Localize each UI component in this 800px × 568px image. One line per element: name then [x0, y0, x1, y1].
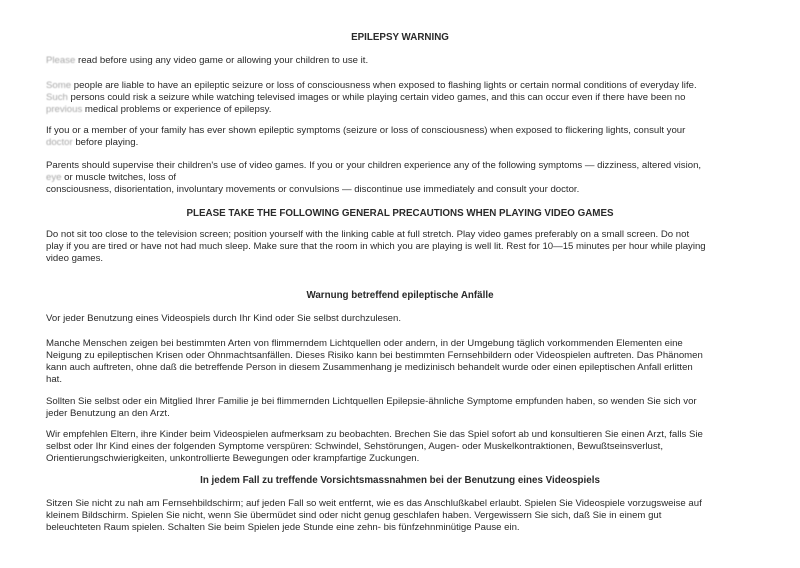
line: Parents should supervise their children's use of video games. If you or your children experience any of the following symptoms — dizziness, altered vision, [46, 160, 702, 171]
line: consciousness, disorientation, involuntary movements or convulsions — discontinue use immediately and consult your doctor. [46, 184, 580, 195]
line [46, 104, 760, 116]
text-span: people are liable to have an epileptic seizure or loss of consciousness when exposed to flashing lights or certain normal conditions of everyday life. [71, 80, 697, 91]
line: Sitzen Sie nicht zu nah am Fernsehbildschirm; auf jeden Fall so weit entfernt, wie es das Anschlußkabel erlaubt. Spielen Sie Videospiele vorzugsweise auf [46, 498, 702, 509]
line: play if you are tired or have not had much sleep. Make sure that the room in which you are playing is well lit. Rest for 10—15 minutes per hour while playing [46, 241, 706, 252]
epilepsy-warning-title: EPILEPSY WARNING [351, 32, 449, 43]
line: kann auch auftreten, ohne daß die betreffende Person in diesem Zusammenhang je medizinisch behandelt wurde oder einen epileptischen Anfall erlitten [46, 362, 693, 373]
text-span: before playing. [72, 137, 139, 148]
line: Wir empfehlen Eltern, ihre Kinder beim Videospielen aufmerksam zu beobachten. Brechen Sie das Spiel sofort ab und konsultieren Sie einen Arzt, falls Sie [46, 429, 703, 440]
line [46, 172, 760, 184]
line: Orientierungschwierigkeiten, unkontrollierte Bewegungen oder krampfartige Zuckungen. [46, 453, 420, 464]
de-precautions-title: In jedem Fall zu treffende Vorsichtsmassnahmen bei der Benutzung eines Videospiels [200, 475, 600, 486]
line: kleinem Bildschirm. Spielen Sie nicht, wenn Sie übermüdet sind oder nicht genug geschlafen haben. Vergewissern Sie sich, daß Sie in einem gut [46, 510, 662, 521]
de-warning-title: Warnung betreffend epileptische Anfälle [306, 290, 494, 301]
en-paragraph-4 [46, 160, 760, 196]
line: beleuchteten Raum spielen. Schalten Sie beim Spielen jede Stunde eine zehn- bis fünfzehnminütige Pause ein. [46, 522, 520, 533]
en-precautions-title: PLEASE TAKE THE FOLLOWING GENERAL PRECAUTIONS WHEN PLAYING VIDEO GAMES [186, 208, 614, 219]
text-span: read before using any video game or allowing your children to use it. [75, 55, 369, 66]
faded-word: Some [46, 80, 72, 91]
line: Manche Menschen zeigen bei bestimmten Arten von flimmerndem Lichtquellen oder andern, in der Umgebung täglich vorkommenden Elementen eine [46, 338, 683, 349]
text-span: or muscle twitches, loss of [61, 172, 177, 183]
en-paragraph-5 [46, 229, 760, 265]
text-span: medical problems or experience of epilepsy. [82, 104, 272, 115]
faded-word: Such [46, 92, 68, 103]
en-paragraph-1 [46, 55, 760, 67]
line [46, 80, 760, 92]
line: If you or a member of your family has ever shown epileptic symptoms (seizure or loss of consciousness) when exposed to flickering lights, consult your [46, 125, 686, 136]
faded-word: doctor [46, 137, 73, 148]
faded-word: previous [46, 104, 83, 115]
text-span: persons could risk a seizure while watching televised images or while playing certain video games, and this can occur even if there have been no [67, 92, 686, 103]
en-paragraph-3 [46, 125, 760, 149]
faded-word: eye [46, 172, 62, 183]
line: Sollten Sie selbst oder ein Mitglied Ihrer Familie je bei flimmernden Lichtquellen Epilepsie-ähnliche Symptome empfunden haben, so wenden Sie sich vor [46, 396, 697, 407]
de-paragraph-1: Vor jeder Benutzung eines Videospiels durch Ihr Kind oder Sie selbst durchzulesen. [46, 313, 402, 324]
line: video games. [46, 253, 104, 264]
faded-word: Please [46, 55, 76, 66]
line: selbst oder Ihr Kind eines der folgenden Symptome verspüren: Schwindel, Sehstörungen, Augen- oder Muskelkontraktionen, Bewußtseinsverlust, [46, 441, 664, 452]
line: jeder Benutzung an den Arzt. [46, 408, 170, 419]
line: Neigung zu epileptischen Krisen oder Ohnmachtsanfällen. Dieses Risiko kann bei bestimmten Fernsehbildern oder Videospielen auftreten. Das Phänomen [46, 350, 703, 361]
line: hat. [46, 374, 63, 385]
de-paragraph-4 [46, 429, 760, 465]
de-paragraph-3 [46, 396, 760, 420]
de-paragraph-5 [46, 498, 760, 534]
de-paragraph-2 [46, 338, 760, 386]
line [46, 92, 760, 104]
line [46, 137, 760, 149]
line: Do not sit too close to the television screen; position yourself with the linking cable at full stretch. Play video games preferably on a small screen. Do not [46, 229, 690, 240]
en-paragraph-2 [46, 80, 760, 116]
